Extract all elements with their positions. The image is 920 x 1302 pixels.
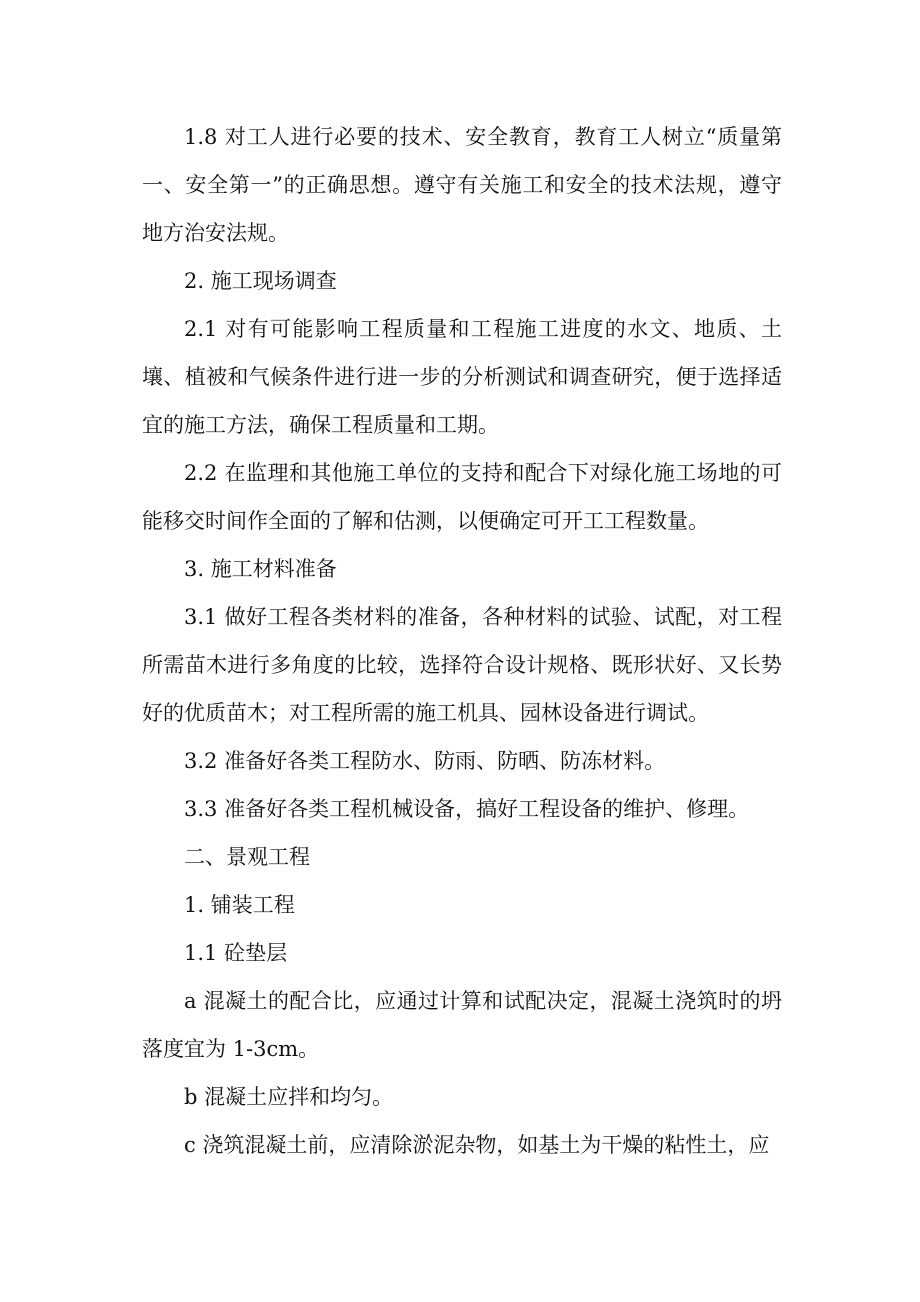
heading-paving-works: 1. 铺装工程 (184, 893, 295, 917)
paragraph-3-3-equipment: 3.3 准备好各类工程机械设备，搞好工程设备的维护、修理。 (184, 797, 750, 821)
paragraph-a-mix-ratio: a 混凝土的配合比，应通过计算和试配决定，混凝土浇筑时的坍落度宜为 1-3cm。 (142, 989, 782, 1061)
document-body (142, 113, 782, 1169)
paragraph-b-mixing: b 混凝土应拌和均匀。 (184, 1085, 394, 1109)
heading-site-survey: 2. 施工现场调查 (184, 269, 337, 293)
paragraph-1-8-worker-education: 1.8 对工人进行必要的技术、安全教育，教育工人树立“质量第一、安全第一”的正确思想。遵守有关施工和安全的技术法规，遵守地方治安法规。 (142, 125, 782, 245)
paragraph-2-1-conditions-survey: 2.1 对有可能影响工程质量和工程施工进度的水文、地质、土壤、植被和气候条件进行进一步的分析测试和调查研究，便于选择适宜的施工方法，确保工程质量和工期。 (142, 317, 782, 437)
heading-material-preparation: 3. 施工材料准备 (184, 557, 337, 581)
heading-landscape-works: 二、景观工程 (184, 845, 310, 869)
paragraph-3-1-materials: 3.1 做好工程各类材料的准备，各种材料的试验、试配，对工程所需苗木进行多角度的比较，选择符合设计规格、既形状好、又长势好的优质苗木；对工程所需的施工机具、园林设备进行调试。 (142, 605, 782, 725)
paragraph-c-pouring: c 浇筑混凝土前，应清除淤泥杂物，如基土为干燥的粘性土，应 (184, 1133, 770, 1157)
heading-concrete-cushion: 1.1 砼垫层 (184, 941, 288, 965)
paragraph-2-2-site-handover: 2.2 在监理和其他施工单位的支持和配合下对绿化施工场地的可能移交时间作全面的了解和估测，以便确定可开工工程数量。 (142, 461, 782, 533)
paragraph-3-2-protective-materials: 3.2 准备好各类工程防水、防雨、防晒、防冻材料。 (184, 749, 666, 773)
